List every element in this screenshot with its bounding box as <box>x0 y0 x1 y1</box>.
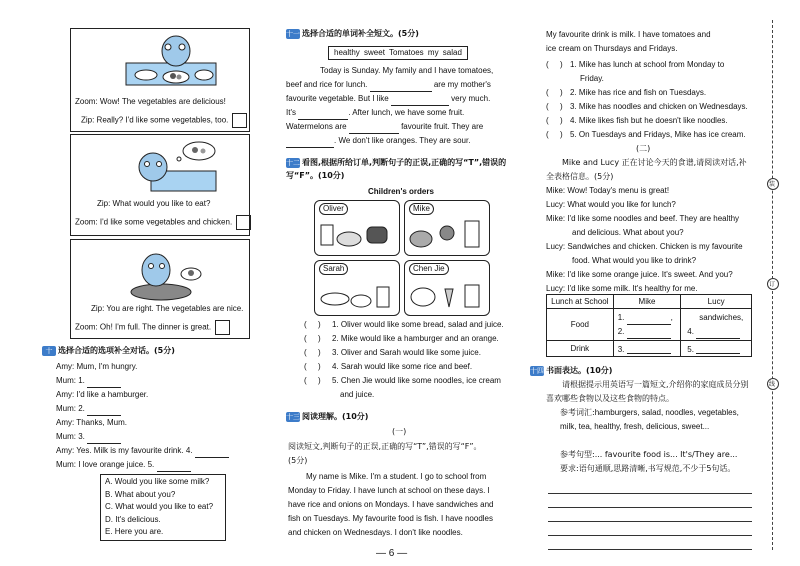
dialogue-line: Lucy: Sandwiches and chicken. Chicken is my favourite <box>546 242 743 251</box>
section-10-title: 选择合适的选项补全对话。(5分) <box>58 346 175 355</box>
dialogue-line: food. What would you like to drink? <box>572 256 697 265</box>
answer-box-2[interactable] <box>236 215 251 230</box>
table-row-label: Food <box>547 309 614 341</box>
option-d: D. It's delicious. <box>105 514 161 524</box>
dialogue-line: Mum: I love orange juice. 5. <box>56 460 155 469</box>
tf-item: 3. Oliver and Sarah would like some juice. <box>332 348 481 357</box>
section-13-header <box>286 410 368 424</box>
dialogue-line: Lucy: What would you like for lunch? <box>546 200 676 209</box>
comic-panel-1 <box>70 28 250 132</box>
cloze-line: . After lunch, we have some fruit. <box>348 108 465 117</box>
table-blank-4[interactable] <box>696 329 740 339</box>
passage-line: Monday to Friday. I have lunch at school on these days. I <box>288 486 490 495</box>
food-fish-rice-juice-icon <box>317 277 397 313</box>
panel3-line2: Zoom: Oh! I'm full. The dinner is great. <box>75 322 212 332</box>
cell-number: 2. <box>617 326 625 336</box>
tf-paren[interactable]: ( <box>546 88 549 97</box>
cloze-blank-2[interactable] <box>391 96 449 106</box>
passage-line: fish on Tuesdays. My favourite food is fish. I have noodles <box>288 514 493 523</box>
passage-line: ice cream on Thursdays and Fridays. <box>546 44 678 53</box>
section-13-instruction: 阅读短文,判断句子的正误,正确的写“T”,错误的写“F”。 <box>288 442 482 451</box>
writing-line[interactable] <box>548 522 752 536</box>
table-header: Mike <box>613 295 681 309</box>
food-bread-salad-juice-icon <box>317 217 397 253</box>
reference-words-label: 参考词汇: <box>560 408 595 417</box>
tf-paren[interactable]: ( <box>546 102 549 111</box>
cloze-line: favourite fruit. They are <box>398 122 484 131</box>
table-header: Lucy <box>681 295 752 309</box>
tf-paren[interactable]: ( <box>304 334 307 343</box>
blank-4[interactable] <box>195 448 229 458</box>
tf-paren[interactable]: ( <box>546 116 549 125</box>
blank-1[interactable] <box>87 378 121 388</box>
blank-3[interactable] <box>87 434 121 444</box>
food-hamburger-apple-milk-icon <box>407 217 487 253</box>
panel2-line2: Zoom: I'd like some vegetables and chicken. <box>75 217 233 227</box>
tf-paren[interactable]: ( <box>304 376 307 385</box>
middle-column <box>284 0 516 566</box>
section-12-header <box>286 156 514 182</box>
blank-2[interactable] <box>87 406 121 416</box>
cell-text: sandwiches, <box>699 312 744 322</box>
option-c: C. What would you like to eat? <box>105 502 214 511</box>
dialogue-line: Mum: 2. <box>56 404 85 413</box>
blank-5[interactable] <box>157 462 191 472</box>
reference-words-list: hamburgers, salad, noodles, vegetables, milk, tea, healthy, fresh, delicious, sweet... <box>560 408 739 431</box>
binding-label: 线 <box>769 381 776 388</box>
food-noodles-icecream-juice-icon <box>407 277 487 313</box>
tf-item: 3. Mike has noodles and chicken on Wednesdays. <box>570 102 748 111</box>
table-row-label: Drink <box>547 341 614 357</box>
cloze-line: . We don't like oranges. They are sour. <box>334 136 471 145</box>
section-10-icon: 十 <box>42 346 56 356</box>
section-13-points: (5分) <box>288 456 308 465</box>
passage-line: My favourite drink is milk. I have tomatoes and <box>546 30 711 39</box>
order-name: Oliver <box>319 203 348 215</box>
section-10-header <box>42 344 175 358</box>
zip-thinking-illustration <box>111 139 221 199</box>
panel3-line1: Zip: You are right. The vegetables are nice. <box>91 304 244 313</box>
cell-number: 5. <box>687 344 694 354</box>
section-11-title: 选择合适的单词补全短文。(5分) <box>302 29 419 38</box>
tf-paren[interactable]: ( <box>546 60 549 69</box>
passage-line: have rice and onions on Mondays. I have sandwiches and <box>288 500 494 509</box>
section-14-title: 书面表达。(10分) <box>546 366 613 375</box>
orders-grid <box>314 200 490 314</box>
tf-paren[interactable]: ( <box>304 362 307 371</box>
section-14-header <box>530 364 612 378</box>
cloze-line: very much. <box>448 94 491 103</box>
cloze-passage <box>286 64 512 148</box>
dialogue-line: Lucy: I'd like some milk. It's healthy for me. <box>546 284 698 293</box>
writing-line[interactable] <box>548 536 752 550</box>
cloze-line: Today is Sunday. My family and I have tomatoes, <box>320 66 494 75</box>
tf-item: 2. Mike has rice and fish on Tuesdays. <box>570 88 707 97</box>
tf-list-1: ( ) 1. Oliver would like some bread, salad and juice. ( ) 2. Mike would like a hamburger and an orange. ( ) 3. Oliver and Sarah would like some juice. ( ) 4. Sarah would like some rice and beef. ( ) 5. Chen Jie would like some noodles, ice cream and juice. <box>304 318 514 402</box>
tf-item: 5. Chen Jie would like some noodles, ice cream <box>332 376 501 385</box>
lunch-table: Lunch at School Mike Lucy Food 1. , 2. sandwiches, 4. Drink 3. 5. <box>546 294 752 357</box>
binding-label: 装 <box>769 181 776 188</box>
table-blank-2[interactable] <box>627 329 671 339</box>
reading-passage <box>288 470 512 540</box>
dialogue-line: Amy: Yes. Milk is my favourite drink. 4. <box>56 446 193 455</box>
writing-requirements: 要求:语句通顺,思路清晰,书写规范,不少于5句话。 <box>560 464 736 473</box>
dialogue-line: Mike: I'd like some noodles and beef. They are healthy <box>546 214 740 223</box>
cloze-line: beef and rice for lunch. <box>286 80 370 89</box>
table-blank-5[interactable] <box>696 344 740 354</box>
section-13-icon: 十三 <box>286 412 300 421</box>
part-one-label: (一) <box>392 427 407 436</box>
panel1-line2: Zip: Really? I'd like some vegetables, too. <box>81 115 229 125</box>
dialogue-line: Mike: I'd like some orange juice. It's sweet. And you? <box>546 270 733 279</box>
table-blank-1[interactable] <box>627 315 671 325</box>
zoom-full-illustration <box>116 244 216 304</box>
tf-item: 4. Mike likes fish but he doesn't like noodles. <box>570 116 728 125</box>
tf-item: Friday. <box>580 74 604 83</box>
tf-item: 1. Oliver would like some bread, salad and juice. <box>332 320 504 329</box>
tf-paren[interactable]: ( <box>304 320 307 329</box>
cloze-blank-1[interactable] <box>370 82 432 92</box>
cell-number: 4. <box>687 326 694 336</box>
part-two-instruction: Mike and Lucy 正在讨论今天的食谱,请阅读对话,补全表格信息。(5分) <box>546 158 747 181</box>
cloze-line: It's <box>286 108 299 117</box>
dialogue-line: Amy: I'd like a hamburger. <box>56 390 149 399</box>
left-column <box>40 0 255 566</box>
order-name: Mike <box>409 203 434 215</box>
comic-panel-2 <box>70 134 250 236</box>
tf-item: and juice. <box>340 390 375 399</box>
tf-paren[interactable]: ( <box>546 130 549 139</box>
dialogue-line: Mum: 1. <box>56 376 85 385</box>
table-header: Lunch at School <box>547 295 614 309</box>
cloze-blank-4[interactable] <box>349 124 399 134</box>
tf-item: 1. Mike has lunch at school from Monday to <box>570 60 725 69</box>
writing-line[interactable] <box>548 494 752 508</box>
word-bank: healthy sweet Tomatoes my salad <box>328 46 468 60</box>
writing-instruction: 请根据提示用英语写一篇短文,介绍你的家庭成员分别喜欢哪些食物以及这些食物的特点。 <box>546 380 749 403</box>
dialogue-line: Mike: Wow! Today's menu is great! <box>546 186 670 195</box>
section-11-header <box>286 27 419 41</box>
tf-list-2: ( ) 1. Mike has lunch at school from Monday to Friday. ( ) 2. Mike has rice and fish on Tuesdays. ( ) 3. Mike has noodles and chicken on Wednesdays. ( ) 4. Mike likes fish but he doesn't like noodles. ( ) 5. On Tuesdays and Fridays, Mike has ice cream. <box>546 58 756 142</box>
dialogue-line: and delicious. What about you? <box>572 228 684 237</box>
passage-line: My name is Mike. I'm a student. I go to school from <box>306 472 487 481</box>
order-card-chen-jie <box>404 260 490 316</box>
section-13-title: 阅读理解。(10分) <box>302 412 369 421</box>
cloze-blank-3[interactable] <box>298 110 348 120</box>
option-b: B. What about you? <box>105 489 176 499</box>
dialogue-line: Amy: Thanks, Mum. <box>56 418 127 427</box>
tf-item: 4. Sarah would like some rice and beef. <box>332 362 473 371</box>
reference-sentence: 参考句型:... favourite food is... It's/They are... <box>560 450 738 459</box>
option-a: A. Would you like some milk? <box>105 477 210 486</box>
tf-item: 2. Mike would like a hamburger and an orange. <box>332 334 499 343</box>
dialogue-line: Amy: Mum, I'm hungry. <box>56 362 138 371</box>
order-card-oliver <box>314 200 400 256</box>
part-two-label: (二) <box>636 144 651 153</box>
tf-paren[interactable]: ( <box>304 348 307 357</box>
section-14-icon: 十四 <box>530 366 544 375</box>
binding-label: 订 <box>769 281 776 288</box>
cloze-line: favourite vegetable. But I like <box>286 94 391 103</box>
table-blank-3[interactable] <box>627 344 671 354</box>
order-card-sarah <box>314 260 400 316</box>
options-box <box>100 474 226 541</box>
writing-line[interactable] <box>548 508 752 522</box>
order-name: Sarah <box>319 263 348 275</box>
writing-line[interactable] <box>548 480 752 494</box>
order-name: Chen Jie <box>409 263 449 275</box>
passage-continued <box>546 28 756 56</box>
answer-box-3[interactable] <box>215 320 230 335</box>
answer-box-1[interactable] <box>232 113 247 128</box>
zoom-eating-illustration <box>116 33 226 95</box>
dialogue-list <box>56 360 256 472</box>
panel2-line1: Zip: What would you like to eat? <box>97 199 211 208</box>
cloze-line: are my mother's <box>431 80 491 89</box>
cloze-line: Watermelons are <box>286 122 349 131</box>
writing-area[interactable] <box>548 480 752 550</box>
panel1-line1: Zoom: Wow! The vegetables are delicious! <box>75 97 226 106</box>
orders-title: Children's orders <box>368 187 434 196</box>
passage-line: and chicken on Wednesdays. I don't like noodles. <box>288 528 463 537</box>
page-number: — 6 — <box>376 548 408 559</box>
order-card-mike <box>404 200 490 256</box>
comic-panel-3 <box>70 239 250 339</box>
tf-item: 5. On Tuesdays and Fridays, Mike has ice cream. <box>570 130 746 139</box>
option-e: E. Here you are. <box>105 527 164 536</box>
cell-number: 3. <box>617 344 625 354</box>
mike-lucy-dialogue <box>546 184 756 296</box>
cloze-blank-5[interactable] <box>286 138 334 148</box>
section-11-icon: 十一 <box>286 29 300 38</box>
dialogue-line: Mum: 3. <box>56 432 85 441</box>
right-column <box>530 0 756 566</box>
reference-words <box>560 406 754 434</box>
section-12-title: 看图,根据所给订单,判断句子的正误,正确的写“T”,错误的写“F”。(10分) <box>286 158 507 180</box>
section-12-icon: 十二 <box>286 158 300 167</box>
cell-number: 1. <box>617 312 625 322</box>
